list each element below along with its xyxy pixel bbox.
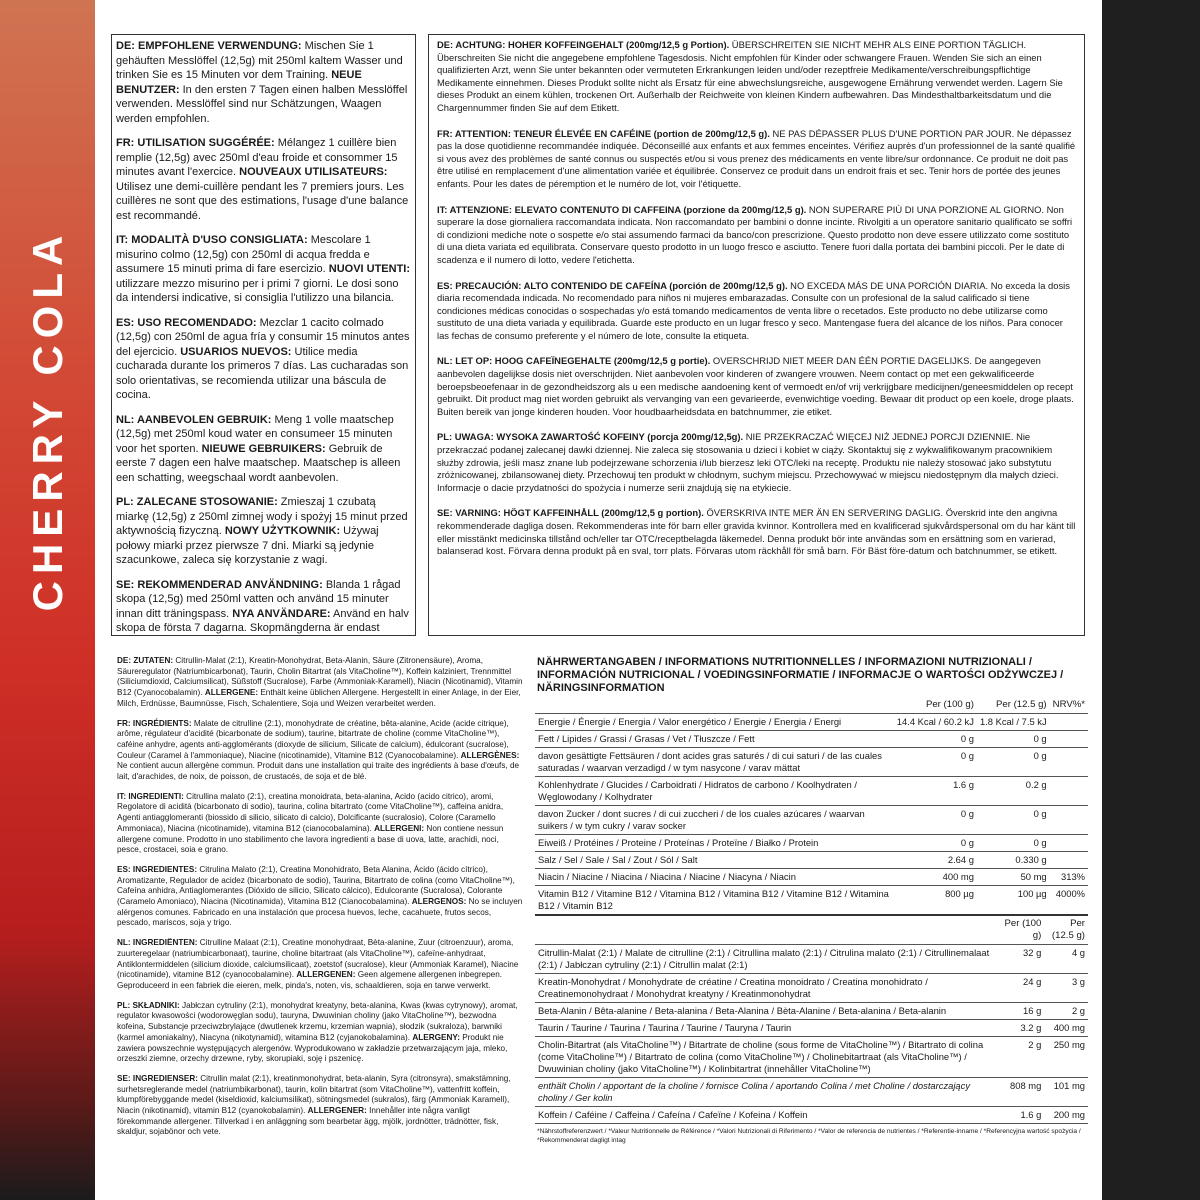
value-per-100g: 32 g (1002, 945, 1045, 974)
nutrient-name: Eiweiß / Protéines / Proteine / Proteínas / Proteïne / Białko / Protein (535, 835, 894, 852)
ingredients-label: NL: INGREDIËNTEN: (117, 938, 198, 948)
warning-label: IT: ATTENZIONE: ELEVATO CONTENUTO DI CAFFEINA (porzione da 200mg/12,5 g). (437, 203, 807, 215)
col-nrv: NRV%* (1052, 699, 1085, 710)
usage-paragraph (116, 39, 411, 126)
new-users-text: Gebruik de eerste 7 dagen een halve maatschep. Maatschep is alleen een schatting, weegschaal wordt aanbevolen. (116, 442, 401, 484)
usage-text: Mezclar 1 cacito colmado (12,5g) con 250ml de agua fría y consumir 15 minutos antes del ejercicio. (116, 316, 410, 358)
ingredients-paragraph (117, 792, 523, 856)
nutrient-name: davon gesättigte Fettsäuren / dont acides gras saturés / di cui saturi / de las cuales saturadas / waarvan verzadigd / w tym nasycone / varav mättat (535, 748, 894, 777)
value-per-100g: 0 g (894, 731, 977, 748)
new-users-text: utilizzare mezzo misurino per i primi 7 giorni. Le dosi sono da intendersi indicative, si consiglia l'utilizzo una bilancia. (116, 277, 399, 304)
usage-text: Mescolare 1 misurino colmo (12,5g) con 250ml di acqua fredda e assumere 15 minuti prima di fare esercizio. (116, 234, 371, 275)
warning-text: NON SUPERARE PIÙ DI UNA PORZIONE AL GIORNO. Non superare la dose giornaliera raccomandata indicata. Non raccomandato per bambini o donne incinte. Rivolgiti a un operatore sanitario qualificato se soffri di condizioni mediche note o sospette e/o stai assumendo farmaci da banco/con prescrizione. Questo prodotto non deve essere utilizzato come sostituto di una dieta variata ed equilibrata. Conservare questo prodotto in un luogo fresco e asciutto. Tenere fuori dalla portata dei bambini piccoli. Per le date di scadenza e il numero di lotto, vedere l'etichetta. (437, 203, 1073, 265)
table-row (535, 1020, 1088, 1037)
value-per-100g: 800 µg (894, 886, 977, 915)
value-per-100g: 400 mg (894, 869, 977, 886)
warning-label: FR: ATTENTION: TENEUR ÉLEVÉE EN CAFÉINE (portion de 200mg/12,5 g). (437, 127, 770, 139)
new-users-text: Utilice media cucharada durante los primeros 7 días. Las cucharadas son solo orientativas, se recomienda utilizar una báscula de cocina. (116, 345, 409, 401)
value-nrv (1050, 777, 1088, 806)
table-row (535, 1078, 1088, 1107)
ingredients-label: DE: ZUTATEN: (117, 656, 174, 665)
new-users-label: NYA ANVÄNDARE: (232, 607, 331, 620)
ingredient-name: Beta-Alanin / Bêta-alanine / Beta-alanina / Beta-Alanina / Bèta-Alanine / Beta-alanina / Beta-alanin (535, 1003, 1002, 1020)
ingredients-paragraph (117, 865, 523, 929)
ingredients-text: Citrullin-Malat (2:1), Kreatin-Monohydrat, Beta-Alanin, Säure (Zitronensäure), Aroma, Säureregulator (Natriumbicarbonat), Taurin, Cholin Bitartrat (als VitaCholine™), Koffein kalziniert, Trennmittel (Siliciumdioxid, Calciumsilicat), Süßstoff (Sucralose), Farbe (Ammoniak-Karamell), Niacin (Nicotinamid), Vitamin B12 (Cyanocobalamin). (117, 656, 523, 698)
allergens-text: Non contiene nessun allergene comune. Prodotto in uno stabilimento che lavora ingredienti a base di uova, latte, arachidi, noci, pesce, crostacei, soia e grano. (117, 823, 504, 855)
value-per-100g: 24 g (1002, 974, 1045, 1003)
table-row (535, 835, 1088, 852)
nrv-footnote: *Nährstoffreferenzwert / *Valeur Nutritionnelle de Référence / *Valori Nutrizionali di Riferimento / *Valor de referencia de nutrientes / *Referentie-inname / *Referencyjna wartość spożycia / *Rekommenderat dagligt intag (535, 1123, 1088, 1148)
value-nrv (1050, 731, 1088, 748)
nutrition-title: NÄHRWERTANGABEN / INFORMATIONS NUTRITIONNELLES / INFORMAZIONI NUTRIZIONALI / INFORMACIÓN NUTRICIONAL / VOEDINGSINFORMATIE / INFORMACJE O WARTOŚCI ODŻYWCZEJ / NÄRINGSINFORMATION (537, 656, 1064, 694)
value-per-serving: 3 g (1044, 974, 1088, 1003)
value-per-100g: 1.6 g (1002, 1107, 1045, 1124)
col-per-100g: Per (100 g) (925, 699, 974, 710)
flavor-side-band (0, 0, 95, 1200)
value-per-serving: 4 g (1044, 945, 1088, 974)
table-row (535, 1003, 1088, 1020)
table-row (535, 1107, 1088, 1124)
ingredients-label: FR: INGRÉDIENTS: (117, 718, 192, 728)
value-per-100g: 2 g (1002, 1037, 1045, 1078)
value-nrv (1050, 852, 1088, 869)
ingredient-name: Taurin / Taurine / Taurina / Taurina / Taurine / Tauryna / Taurin (535, 1020, 1002, 1037)
new-users-label: NIEUWE GEBRUIKERS: (201, 442, 326, 455)
ingredients-label: ES: INGREDIENTES: (117, 864, 198, 874)
ingredients-paragraph (117, 719, 523, 783)
table-row (535, 974, 1088, 1003)
usage-panel (111, 34, 416, 636)
value-per-100g: 0 g (894, 835, 977, 852)
new-users-label: NUOVI UTENTI: (328, 263, 411, 275)
new-users-label: NOWY UŻYTKOWNIK: (224, 525, 341, 537)
usage-label: SE: REKOMMENDERAD ANVÄNDNING: (116, 578, 323, 591)
ingredient-name: Kreatin-Monohydrat / Monohydrate de créatine / Creatina monoidrato / Creatina monohidrato / Creatinemonohydraat / Monohydrat kreatyny / Kreatinmonohydrat (535, 974, 1002, 1003)
value-per-serving: 100 µg (977, 886, 1050, 915)
new-users-label: NOUVEAUX UTILISATEURS: (239, 166, 388, 178)
warning-paragraph (437, 204, 1076, 267)
value-per-serving: 2 g (1044, 1003, 1088, 1020)
value-nrv (1050, 835, 1088, 852)
ingredients-paragraph (117, 1001, 523, 1065)
table-row (535, 806, 1088, 835)
value-per-serving: 400 mg (1044, 1020, 1088, 1037)
active-ingredients-table (535, 914, 1088, 1123)
new-users-text: Utilisez une demi-cuillère pendant les 7 premiers jours. Les cuillères ne sont que des estimations, l'usage d'une balance est recommandé. (116, 180, 409, 222)
ingredients-label: PL: SKŁADNIKI: (117, 1000, 180, 1010)
warning-paragraph (437, 431, 1076, 494)
value-per-serving: 0.330 g (977, 852, 1050, 869)
active-header-row (535, 915, 1088, 945)
nutrient-name: Energie / Énergie / Energia / Valor energético / Energie / Energia / Energi (535, 714, 894, 731)
ingredients-label: SE: INGREDIENSER: (117, 1073, 198, 1083)
ingredients-label: IT: INGREDIENTI: (117, 791, 184, 801)
ingredients-text: Malate de citrulline (2:1), monohydrate de créatine, bêta-alanine, Acide (acide citrique), arôme, régulateur d'acidité (bicarbonate de sodium), taurine, bitartrate de choline (comme VitaCholine™), caféine anhydre, agents anti-agglomérants (dioxyde de silicium, Silicate de calcium), édulcorant (sucralose), Couleur (Caramel à l'ammoniaque), Niacine (nicotinamide), Vitamine B12 (Cyanocobalamine). (117, 718, 509, 760)
warning-label: PL: UWAGA: WYSOKA ZAWARTOŚĆ KOFEINY (porcja 200mg/12,5g). (437, 431, 744, 443)
nutrient-name: davon Zucker / dont sucres / di cui zuccheri / de los cuales azúcares / waarvan suikers / w tym cukry / varav socker (535, 806, 894, 835)
ingredients-paragraph (117, 938, 523, 992)
usage-paragraph (116, 316, 411, 403)
value-per-serving: 101 mg (1044, 1078, 1088, 1107)
ingredient-name: Citrullin-Malat (2:1) / Malate de citrulline (2:1) / Citrullina malato (2:1) / Citrulina malato (2:1) / Citrullinemalaat (2:1) / Jabłczan cytruliny (2:1) / Citrullin malat (2:1) (535, 945, 1002, 974)
value-per-serving: 200 mg (1044, 1107, 1088, 1124)
usage-paragraph (116, 495, 411, 568)
allergens-label: ALERGENOS: (411, 897, 467, 907)
value-per-serving: 0 g (977, 748, 1050, 777)
warning-text: OVERSCHRIJD NIET MEER DAN ÉÉN PORTIE DAGELIJKS. De aangegeven aanbevolen dagelijkse dosis niet overschrijden. Niet aanbevolen voor kinderen of zwangere vrouwen. Neem contact op met een gekwalificeerde beroepsbeoefenaar in de gezondheidszorg als u een medische aandoening kent of vermoedt en/of vrij verkrijgbare medicijnen/geneesmiddelen op recept gebruikt. Dit product mag niet worden gebruikt als vervanging van een gevarieerde, evenwichtige voeding. Bewaar dit product op een koele, droge plaats. Buiten bereik van jonge kinderen houden. Voor houdbaarheidsdata en batchnummer, zie etiket. (437, 355, 1074, 417)
table-row (535, 1037, 1088, 1078)
nutrition-panel (535, 656, 1088, 1196)
usage-paragraph (116, 413, 411, 486)
warning-paragraph (437, 280, 1076, 343)
col-per-serving: Per (12.5 g) (995, 699, 1047, 710)
new-users-text: Używaj połowy miarki przez pierwsze 7 dni. Miarki są jedynie szacunkowe, zaleca się korzystanie z wagi. (116, 525, 379, 566)
allergens-text: Enthält keine üblichen Allergene. Hergestellt in einer Anlage, in der Eier, Milch, Erdnüsse, Baumnüsse, Fisch, Schalentiere, Soja und Weizen verarbeitet werden. (117, 688, 521, 708)
value-per-serving: 50 mg (977, 869, 1050, 886)
ingredients-text: Jabłczan cytruliny (2:1), monohydrat kreatyny, beta-alanina, Kwas (kwas cytrynowy), aromat, regulator kwasowości (wodorowęglan sodu), tauryna, Dwuwinian choliny (jako VitaCholine™), bezwodna kofeina, Substancje przeciwzbrylające (dwutlenek krzemu, krzemian wapnia), słodzik (sukraloza), barwniki (karmel amoniakalny), Niacyna (nikotynamid), witamina B12 (cyjanokobalamina). (117, 1000, 518, 1042)
ingredients-text: Citrulina Malato (2:1), Creatina Monohidrato, Beta Alanina, Ácido (ácido cítrico), Aromatizante, Regulador de acidez (bicarbonato de sodio), Taurina, Bitartrato de colina (como VitaCholine™), Cafeína anhidra, Antiaglomerantes (Dióxido de silicio, Silicato cálcico), Edulcorante (Sucralosa), Colorante (Caramelo Amoniaco), Niacina (Nicotinamida), Vitamina B12 (Cianocobalamina). (117, 864, 515, 907)
value-per-100g: 1.6 g (894, 777, 977, 806)
value-per-100g: 808 mg (1002, 1078, 1045, 1107)
ingredients-panel (115, 656, 525, 1196)
usage-text: Zmieszaj 1 czubatą miarkę (12,5g) z 250ml zimnej wody i spożyj 15 minut przed aktywnością fizyczną. (116, 496, 408, 537)
nutrient-name: Salz / Sel / Sale / Sal / Zout / Sól / Salt (535, 852, 894, 869)
usage-label: IT: MODALITÀ D'USO CONSIGLIATA: (116, 234, 308, 246)
usage-text: Blanda 1 rågad skopa (12,5g) med 250ml vatten och använd 15 minuter innan ditt träningspass. (116, 578, 401, 620)
ingredient-name: enthält Cholin / apportant de la choline / fornisce Colina / aportando Colina / met Choline / dostarczający choliny / Ger kolin (535, 1078, 1002, 1107)
value-nrv (1050, 748, 1088, 777)
value-nrv: 4000% (1050, 886, 1088, 915)
table-row (535, 714, 1088, 731)
allergens-text: Innehåller inte några vanligt förekommande allergener. Tillverkad i en anläggning som bearbetar ägg, mjölk, jordnötter, trädnötter, fisk, skaldjur, sojabönor och vete. (117, 1106, 499, 1137)
warning-label: ES: PRECAUCIÓN: ALTO CONTENIDO DE CAFEÍNA (porción de 200mg/12,5 g). (437, 279, 788, 291)
new-users-text: In den ersten 7 Tagen einen halben Messlöffel verwenden. Messlöffel sind nur Schätzungen, Waagen werden empfohlen. (116, 83, 408, 125)
value-per-serving: 250 mg (1044, 1037, 1088, 1078)
value-per-100g: 0 g (894, 806, 977, 835)
ingredients-paragraph (117, 1074, 523, 1138)
usage-label: PL: ZALECANE STOSOWANIE: (116, 496, 278, 508)
warning-text: ÖVERSKRIVA INTE MER ÄN EN SERVERING DAGLIG. Överskrid inte den angivna rekommenderade dagliga dosen. Rekommenderas inte för barn eller gravida kvinnor. Kontrollera med en kvalificerad sjukvårdspersonal om du har känt till eller misstänkt medicinska tillstånd och/eller tar OTC/receptbelagda läkemedel. Denna produkt bör inte användas som en ersättning som en varierad, balanserad kost. Förvara denna produkt på en sval, torr plats. Förvaras utom räckhåll för små barn. För Bäst före-datum och batchnummer, se etikett. (437, 507, 1076, 557)
table-row (535, 945, 1088, 974)
usage-label: NL: AANBEVOLEN GEBRUIK: (116, 413, 272, 426)
warning-label: NL: LET OP: HOOG CAFEÏNEGEHALTE (200mg/12,5 g portie). (437, 355, 711, 367)
value-nrv (1050, 806, 1088, 835)
value-nrv: 313% (1050, 869, 1088, 886)
usage-label: FR: UTILISATION SUGGÉRÉE: (116, 137, 275, 149)
table-row (535, 852, 1088, 869)
value-per-100g: 14.4 Kcal / 60.2 kJ (894, 714, 977, 731)
warning-paragraph (437, 128, 1076, 191)
ingredients-paragraph (117, 656, 523, 710)
table-row (535, 869, 1088, 886)
nutrient-name: Fett / Lipides / Grassi / Grasas / Vet / Tłuszcze / Fett (535, 731, 894, 748)
new-users-label: USUARIOS NUEVOS: (180, 345, 292, 358)
allergens-text: No se incluyen alérgenos comunes. Fabricado en una instalación que procesa huevos, leche, cacahuete, frutos secos, pescado, mariscos, soja y trigo. (117, 897, 523, 928)
new-users-label: NEUE BENUTZER: (116, 69, 362, 96)
allergens-text: Geen algemene allergenen inbegrepen. Geproduceerd in een fabriek die eieren, melk, pinda's, noten, vis, schaaldieren, soja en tarwe verwerkt. (117, 970, 503, 990)
warning-text: NE PAS DÉPASSER PLUS D'UNE PORTION PAR JOUR. Ne dépassez pas la dose quotidienne recommandée indiquée. Déconseillé aux enfants et aux femmes enceintes. Vérifiez auprès d'un professionnel de la santé qualifié si vous avez des problèmes de santé connus ou suspectés et/ou si vous prenez des médicaments en vente libre/sur ordonnance. Ce produit ne doit pas être utilisé en remplacement d'une alimentation variée et équilibrée. Conservez ce produit dans un endroit frais et sec. Tenir hors de portée des jeunes enfants. Pour les dates de péremption et le numéro de lot, voir l'étiquette. (437, 127, 1076, 189)
ingredient-name: Cholin-Bitartrat (als VitaCholine™) / Bitartrate de choline (sous forme de VitaCholine™) / Bitartrato di colina (come VitaCholine™) / Bitartrato de colina (como VitaCholine™) / Cholinebitartraat (als VitaCholine™) / Dwuwinian choliny (jako VitaCholine™) / Kolinbitartrat (innehåller VitaCholine™) (535, 1037, 1002, 1078)
allergens-label: ALLERGÈNES: (460, 750, 520, 760)
allergens-label: ALLERGENI: (374, 823, 425, 833)
table-row (535, 777, 1088, 806)
nutrient-name: Niacin / Niacine / Niacina / Niacina / Niacine / Niacyna / Niacin (535, 869, 894, 886)
usage-label: DE: EMPFOHLENE VERWENDUNG: (116, 40, 302, 52)
warning-paragraph (437, 355, 1076, 418)
right-dark-bar (1102, 0, 1200, 1200)
allergens-label: ALLERGENEN: (296, 970, 356, 980)
warning-label: DE: ACHTUNG: HOHER KOFFEINGEHALT (200mg/12,5 g Portion). (437, 39, 730, 50)
warning-label: SE: VARNING: HÖGT KAFFEINHÅLL (200mg/12,5 g portion). (437, 507, 704, 519)
value-per-serving: 0 g (977, 835, 1050, 852)
ingredient-name: Koffein / Caféine / Caffeina / Cafeína / Cafeïne / Kofeina / Koffein (535, 1107, 1002, 1124)
ingredients-text: Citrullina malato (2:1), creatina monoidrata, beta-alanina, Acido (acido citrico), aromi, Regolatore di acidità (bicarbonato di sodio), taurina, colina bitartrato (come VitaCholine™), caffeina anidra, Agenti antiagglomeranti (biossido di silicio, silicato di calcio), Dolcificante (sucralosio), Colore (Caramello Ammoniaca), Niacina (nicotinamide), vitamina B12 (cianocobalamina). (117, 791, 504, 833)
nutrition-table (535, 697, 1088, 914)
ingredients-text: Citrulline Malaat (2:1), Creatine monohydraat, Bèta-alanine, Zuur (citroenzuur), aroma, zuurteregelaar (natriumbicarbonaat), taurine, choline bitartraat (als VitaCholine™), cafeïne-anhydraat, Antiklontermiddelen (silicium dioxide, calciumsilicaat), zoetstof (sucralose), kleur (Ammoniak Karamel), Niacine (nicotinamide), vitamine B12 (cyanocobalamine). (117, 938, 519, 980)
warnings-panel (428, 34, 1085, 636)
allergens-label: ALLERGENER: (307, 1106, 367, 1116)
allergens-label: ALLERGENE: (204, 688, 259, 698)
allergens-text: Ne contient aucun allergène commun. Produit dans une installation qui traite des ingrédients à base d'œufs, de lait, d'arachides, de noix, de poisson, de crustacés, de soja et de blé. (117, 761, 520, 782)
usage-label: ES: USO RECOMENDADO: (116, 316, 257, 329)
value-per-100g: 0 g (894, 748, 977, 777)
usage-paragraph (116, 578, 411, 637)
warning-text: NIE PRZEKRACZAĆ WIĘCEJ NIŻ JEDNEJ PORCJI DZIENNIE. Nie przekraczać podanej zalecanej dawki dziennej. Nie zaleca się stosowania u dzieci i kobiet w ciąży. Skontaktuj się z wykwalifikowanym pracownikiem służby zdrowia, jeśli masz znane lub podejrzewane schorzenia i/lub bierzesz leki OTC/leki na receptę. Produktu nie należy stosować jako substytutu zróżnicowanej, zbilansowanej diety. Przechowuj ten produkt w chłodnym, suchym miejscu. Przechowywać w miejscu niedostępnym dla małych dzieci. Informacje o dacie przydatności do spożycia i numerze serii znajdują się na etykiecie. (437, 431, 1059, 493)
warning-paragraph (437, 39, 1076, 115)
col2-per-100g: Per (100 g) (1004, 918, 1042, 941)
usage-text: Mélangez 1 cuillère bien remplie (12,5g) avec 250ml d'eau froide et consommer 15 minutes avant l'exercice. (116, 137, 398, 178)
usage-paragraph (116, 233, 411, 306)
value-per-serving: 0 g (977, 731, 1050, 748)
table-row (535, 886, 1088, 915)
nutrient-name: Kohlenhydrate / Glucides / Carboidrati / Hidratos de carbono / Koolhydraten / Węglowodany / Kolhydrater (535, 777, 894, 806)
allergens-label: ALERGENY: (412, 1032, 460, 1042)
warning-text: ÜBERSCHREITEN SIE NICHT MEHR ALS EINE PORTION TÄGLICH. Überschreiten Sie nicht die angegebene empfohlene Tagesdosis. Nicht empfohlen für Kinder oder schwangere Frauen. Wenden Sie sich an einen qualifizierten Arzt, wenn Sie unter bekannten oder vermuteten Erkrankungen leiden und/oder rezeptfreie Medikamente/verschreibungspflichtige Medikamente einnehmen. Dieses Produkt sollte nicht als Ersatz für eine abwechslungsreiche, ausgewogene Ernährung verwendet werden. Lagern Sie dieses Produkt an einem kühlen, trockenen Ort. Außerhalb der Reichweite von kleinen Kindern aufbewahren. Das Mindesthaltbarkeitsdatum und die Chargennummer finden Sie auf dem Etikett. (437, 39, 1063, 113)
table-row (535, 748, 1088, 777)
warning-paragraph (437, 507, 1076, 557)
product-name: CHERRY COLA (24, 228, 71, 612)
value-per-serving: 0.2 g (977, 777, 1050, 806)
value-per-serving: 1.8 Kcal / 7.5 kJ (977, 714, 1050, 731)
value-per-100g: 2.64 g (894, 852, 977, 869)
col2-per-serving: Per (12.5 g) (1051, 918, 1085, 941)
value-per-100g: 3.2 g (1002, 1020, 1045, 1037)
value-per-100g: 16 g (1002, 1003, 1045, 1020)
allergens-text: Produkt nie zawiera powszechnie występujących alergenów. Wyprodukowano w zakładzie przetwarzającym jaja, mleko, orzeszki ziemne, orzechy drzewne, ryby, skorupiaki, soję i pszenicę. (117, 1032, 508, 1064)
value-per-serving: 0 g (977, 806, 1050, 835)
new-users-text: Använd en halv skopa de första 7 dagarna. Skopmängderna är endast (116, 607, 409, 634)
ingredients-text: Citrullin malat (2:1), kreatinmonohydrat, beta-alanin, Syra (citronsyra), smakstämning, surhetsreglerande medel (natriumbikarbonat), taurin, kolin bitartrat (som VitaCholine™), vattenfritt koffein, klumpförebyggande medel (kiseldioxid, kalciumsilikat), sötningsmedel (sukralos), färg (Ammoniak Karamell), Niacin (nikotinamid), vitamin B12 (cyanokobalamin). (117, 1073, 511, 1116)
value-nrv (1050, 714, 1088, 731)
usage-text: Mischen Sie 1 gehäuften Messlöffel (12,5g) mit 250ml kaltem Wasser und trinken Sie es 15 Minuten vor dem Training. (116, 40, 403, 81)
nutrient-name: Vitamin B12 / Vitamine B12 / Vitamina B12 / Vitamina B12 / Vitamine B12 / Witamina B12 / Vitamin B12 (535, 886, 894, 915)
usage-paragraph (116, 136, 411, 223)
warning-text: NO EXCEDA MÁS DE UNA PORCIÓN DIARIA. No exceda la dosis diaria recomendada indicada. No recomendado para niños ni mujeres embarazadas. Consulte con un profesional de la salud calificado si tiene condiciones médicas conocidas o sospechadas y/o está tomando medicamentos de venta libre o recetados. Este producto no debe utilizarse como sustituto de una dieta variada y equilibrada. Guarde este producto en un lugar fresco y seco. Mantengase fuera del alcance de los niños. Para conocer las fechas de consumo preferente y el número de lote, consulte la etiqueta. (437, 279, 1070, 341)
usage-text: Meng 1 volle maatschep (12,5g) met 250ml koud water en consumeer 15 minuten voor het sporten. (116, 413, 394, 455)
nutrition-header-row (535, 697, 1088, 714)
table-row (535, 731, 1088, 748)
